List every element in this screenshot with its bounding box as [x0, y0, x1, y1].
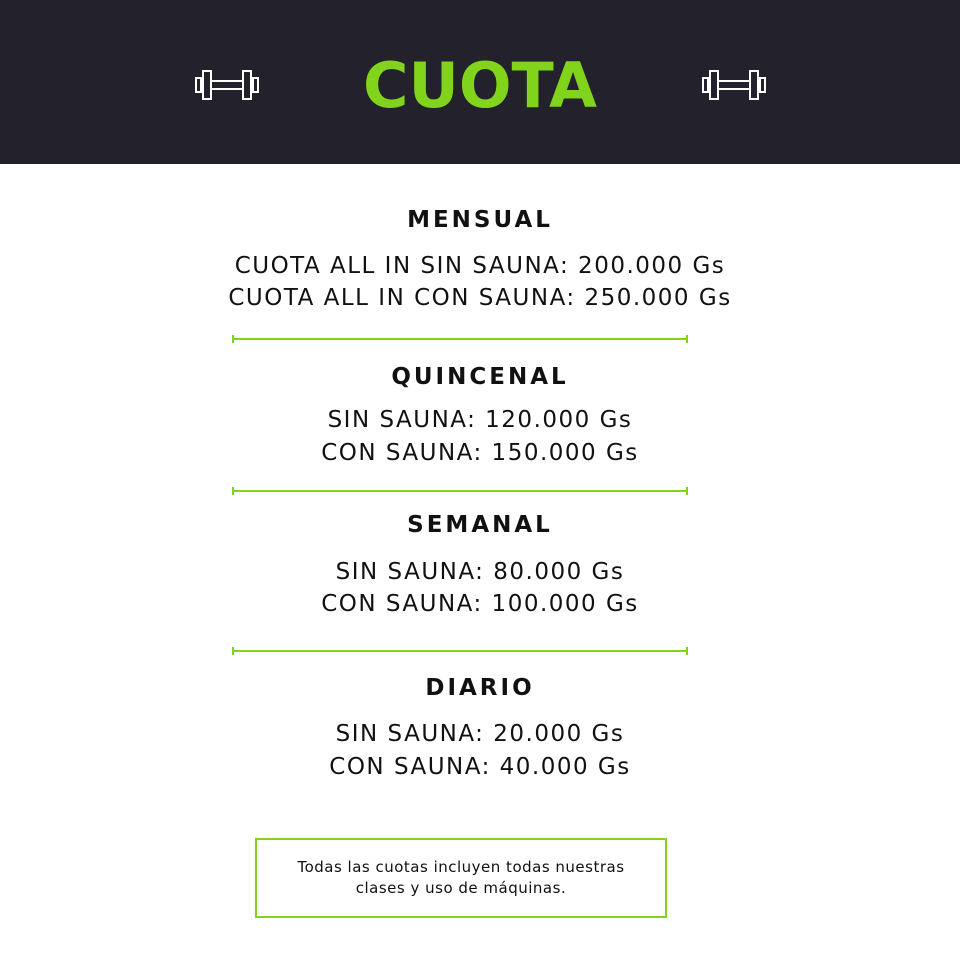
dumbbell-icon [701, 68, 767, 102]
price-line: SIN SAUNA: 20.000 Gs [335, 721, 625, 747]
section-divider [232, 650, 688, 652]
note-line: clases y uso de máquinas. [355, 879, 567, 897]
price-line: CON SAUNA: 100.000 Gs [321, 591, 639, 617]
section-divider [232, 490, 688, 492]
note-box [255, 838, 667, 918]
page-title: CUOTA [362, 49, 597, 122]
price-line: CON SAUNA: 150.000 Gs [321, 440, 639, 466]
note-text [261, 857, 661, 899]
section-title-semanal: SEMANAL [407, 512, 553, 538]
note-line: Todas las cuotas incluyen todas nuestras [297, 858, 625, 876]
price-line: CUOTA ALL IN CON SAUNA: 250.000 Gs [228, 285, 732, 311]
price-line: SIN SAUNA: 80.000 Gs [335, 559, 625, 585]
section-title-diario: DIARIO [425, 675, 535, 701]
price-line: CON SAUNA: 40.000 Gs [329, 754, 631, 780]
price-line: CUOTA ALL IN SIN SAUNA: 200.000 Gs [234, 253, 726, 279]
price-line: SIN SAUNA: 120.000 Gs [327, 407, 633, 433]
section-title-mensual: MENSUAL [407, 207, 553, 233]
header-banner [0, 0, 960, 164]
section-title-quincenal: QUINCENAL [391, 364, 569, 390]
section-divider [232, 338, 688, 340]
